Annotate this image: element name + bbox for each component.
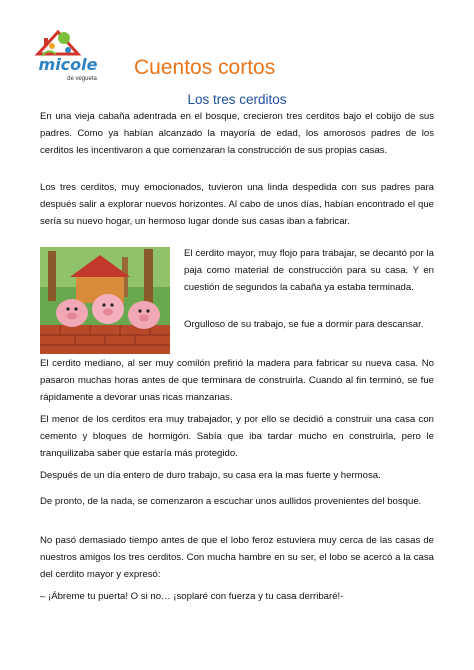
micole-logo: [28, 20, 114, 84]
logo-brand: micole: [38, 55, 98, 74]
paragraph-1: En una vieja cabaña adentrada en el bosque, crecieron tres cerditos bajo el cobijo de sus padres. Como ya habían alcanzado la mayoría de edad, los amorosos padres de los cerditos les incentivaron a que comenzaran la construcción de sus propias casas.: [40, 111, 434, 156]
paragraph-4: Orgulloso de su trabajo, se fue a dormir para descansar.: [184, 319, 424, 330]
paragraph-9: No pasó demasiado tiempo antes de que el lobo feroz estuviera muy cerca de las casas de nuestros amigos los tres cerditos. Con mucha hambre en su ser, el lobo se acercó a la casa del cerdito mayor y expresó:: [40, 535, 434, 580]
three-pigs-illustration: [40, 247, 170, 354]
paragraph-3: El cerdito mayor, muy flojo para trabajar, se decantó por la paja como material de construcción para su casa. Y en cuestión de segundos la cabaña ya estaba terminada.: [184, 248, 434, 293]
paragraph-7: Después de un día entero de duro trabajo, su casa era la mas fuerte y hermosa.: [40, 470, 381, 481]
document-title: Cuentos cortos: [134, 56, 276, 79]
paragraph-10: – ¡Ábreme tu puerta! O si no… ¡soplaré con fuerza y tu casa derribaré!-: [40, 591, 344, 602]
story-title: Los tres cerditos: [187, 92, 287, 107]
paragraph-6: El menor de los cerditos era muy trabajador, y por ello se decidió a construir una casa con cemento y bloques de hormigón. Sabía que iba tardar mucho en construirla, pero le tranquilizaba saber que estaría más protegido.: [40, 414, 434, 459]
paragraph-8: De pronto, de la nada, se comenzaron a escuchar unos aullidos provenientes del bosque.: [40, 496, 422, 507]
paragraph-2: Los tres cerditos, muy emocionados, tuvieron una linda despedida con sus padres para después salir a explorar nuevos horizontes. Al cabo de unos días, habían encontrado el que sería su nuevo hogar, un hermoso lugar donde sus casas iban a fabricar.: [40, 182, 434, 227]
paragraph-5: El cerdito mediano, al ser muy comilón prefirió la madera para fabricar su nueva casa. No pasaron muchas horas antes de que terminara de construirla. Cuando al fin terminó, se fue rápidamente a devorar unas ricas manzanas.: [40, 358, 434, 403]
logo-sub: de vegueta: [67, 76, 97, 82]
